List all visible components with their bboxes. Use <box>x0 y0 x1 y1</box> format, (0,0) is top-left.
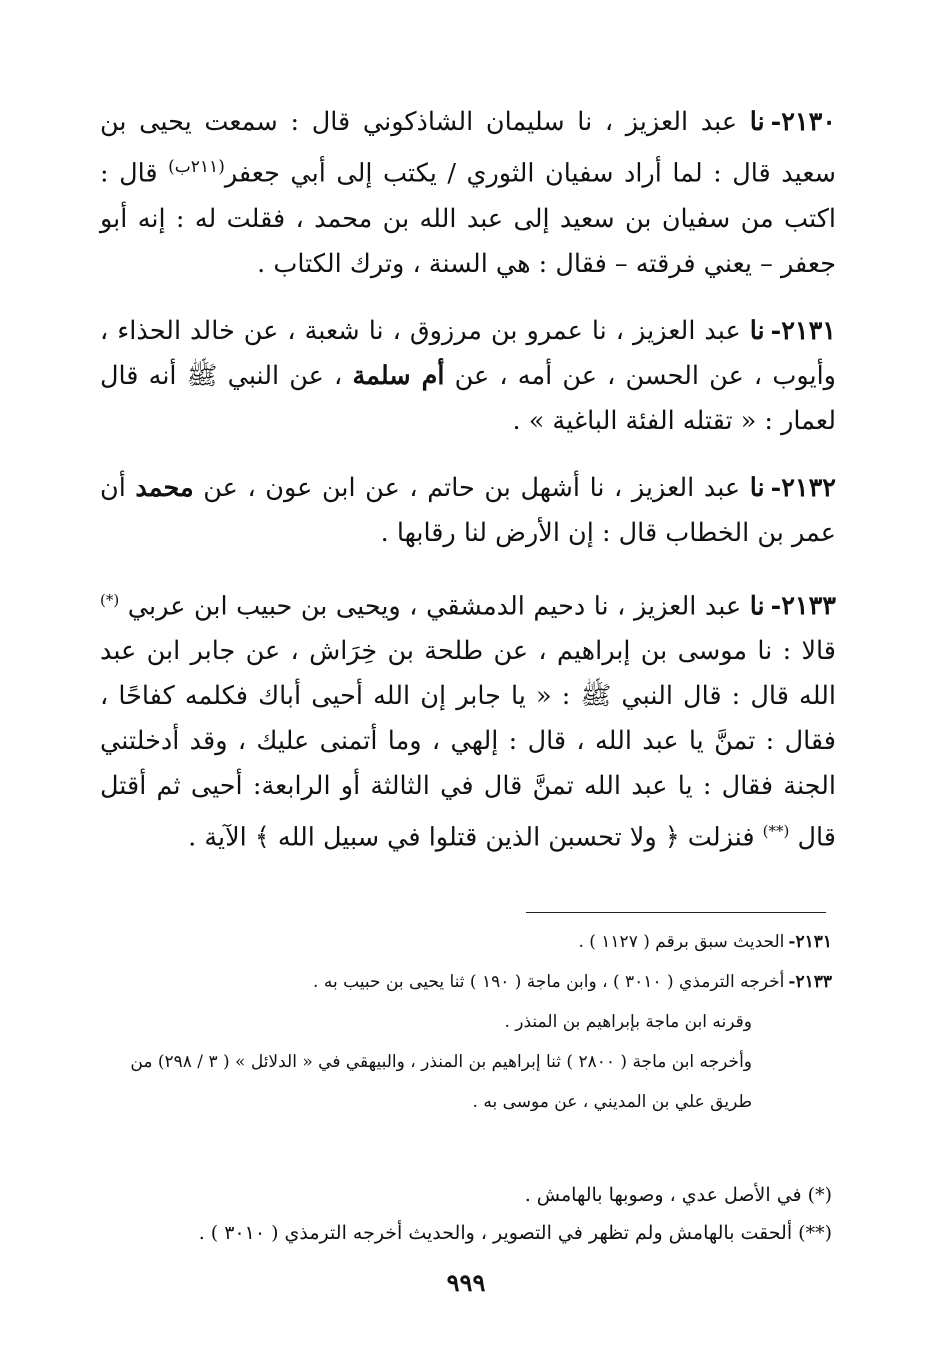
note-line <box>96 1042 832 1122</box>
footnote-text: في الأصل عدي ، وصوبها بالهامش . <box>524 1184 802 1206</box>
note-line <box>96 922 832 962</box>
hadith-lead: نا <box>749 315 765 346</box>
hadith-text: عبد العزيز ، نا دحيم الدمشقي ، ويحيى بن حبيب ابن عربي <box>127 591 742 621</box>
hadith-number: ٢١٣٢- <box>770 472 836 503</box>
note-text: وأخرجه ابن ماجة ( ٢٨٠٠ ) ثنا إبراهيم بن المنذر ، والبيهقي في « الدلائل » ( ٣ / ٢٩٨) من طريق علي بن المديني ، عن موسى به . <box>130 1052 752 1112</box>
footnote-text: ألحقت بالهامش ولم تظهر في التصوير ، والحديث أخرجه الترمذي ( ٣٠١٠ ) . <box>198 1222 793 1244</box>
footnote-mark: (**) <box>798 1222 832 1244</box>
footnote-ref: (*) <box>100 590 120 609</box>
takhrij-notes <box>96 922 832 1122</box>
hadith-text-cont: ، عن النبي ﷺ أنه قال لعمار : « تقتله الفئة الباغية » . <box>100 360 836 436</box>
hadith-text: عبد العزيز ، نا أشهل بن حاتم ، عن ابن عون ، عن <box>203 472 741 503</box>
hadith-number: ٢١٣٠- <box>770 107 836 137</box>
hadith-2133 <box>100 578 836 861</box>
page-number: ٩٩٩ <box>446 1268 486 1297</box>
note-head: ٢١٣١- <box>788 932 832 952</box>
hadith-text-cont: قالا : نا موسى بن إبراهيم ، عن طلحة بن خِرَاش ، عن جابر ابن عبد الله قال : قال النبي ﷺ : « يا جابر إن الله أحيى أباك فكلمه كفاحًا ، فقال : تمنَّ يا عبد الله ، قال : إلهي ، وما أتمنى عليك ، وقد أدخلتني الجنة فقال : يا عبد الله تمنَّ قال في الثالثة أو الرابعة: أحيى ثم أقتل قال <box>100 636 836 853</box>
hadith-2130 <box>100 100 836 287</box>
note-text: الحديث سبق برقم ( ١١٢٧ ) . <box>578 932 785 952</box>
hadith-lead: نا <box>749 472 765 503</box>
margin-note: (٢١١ب) <box>168 157 225 177</box>
note-line <box>96 1002 832 1042</box>
hadith-text-cont: أن عمر بن الخطاب قال : إن الأرض لنا رقابها . <box>100 472 836 548</box>
hadith-text: عبد العزيز ، نا سليمان الشاذكوني قال : سمعت يحيى بن سعيد قال : لما أراد سفيان الثوري / يكتب إلى أبي جعفر <box>100 107 837 189</box>
hadith-text: عبد العزيز ، نا عمرو بن مرزوق ، نا شعبة ، عن خالد الحذاء ، وأيوب ، عن الحسن ، عن أمه ، عن <box>100 315 836 391</box>
narrator-name: محمد <box>135 472 194 503</box>
hadith-lead: نا <box>749 591 765 621</box>
page-body <box>100 100 836 883</box>
footnote-ref: (**) <box>762 822 790 840</box>
notes-divider <box>526 912 826 913</box>
footnote-line <box>96 1176 832 1214</box>
hadith-2132 <box>100 466 836 556</box>
hadith-number: ٢١٣١- <box>770 315 837 346</box>
hadith-text-cont: قال : اكتب من سفيان بن سعيد إلى عبد الله بن محمد ، فقلت له : إنه أبو جعفر – يعني فرقته – فقال : هي السنة ، وترك الكتاب . <box>100 158 836 279</box>
narrator-name: أم سلمة <box>352 360 445 391</box>
hadith-lead: نا <box>749 107 765 137</box>
note-line <box>96 962 832 1002</box>
note-head: ٢١٣٣- <box>788 972 832 992</box>
editor-footnotes <box>96 1176 832 1252</box>
footnote-line <box>96 1214 832 1252</box>
hadith-text-end: فنزلت ﴿ ولا تحسبن الذين قتلوا في سبيل الله ﴾ الآية . <box>188 822 755 853</box>
note-text: أخرجه الترمذي ( ٣٠١٠ ) ، وابن ماجة ( ١٩٠ ) ثنا يحيى بن حبيب به . <box>313 972 785 992</box>
footnote-mark: (*) <box>807 1184 832 1206</box>
hadith-2131 <box>100 309 836 444</box>
hadith-number: ٢١٣٣- <box>770 591 837 621</box>
note-text: وقرنه ابن ماجة بإبراهيم بن المنذر . <box>504 1012 752 1032</box>
